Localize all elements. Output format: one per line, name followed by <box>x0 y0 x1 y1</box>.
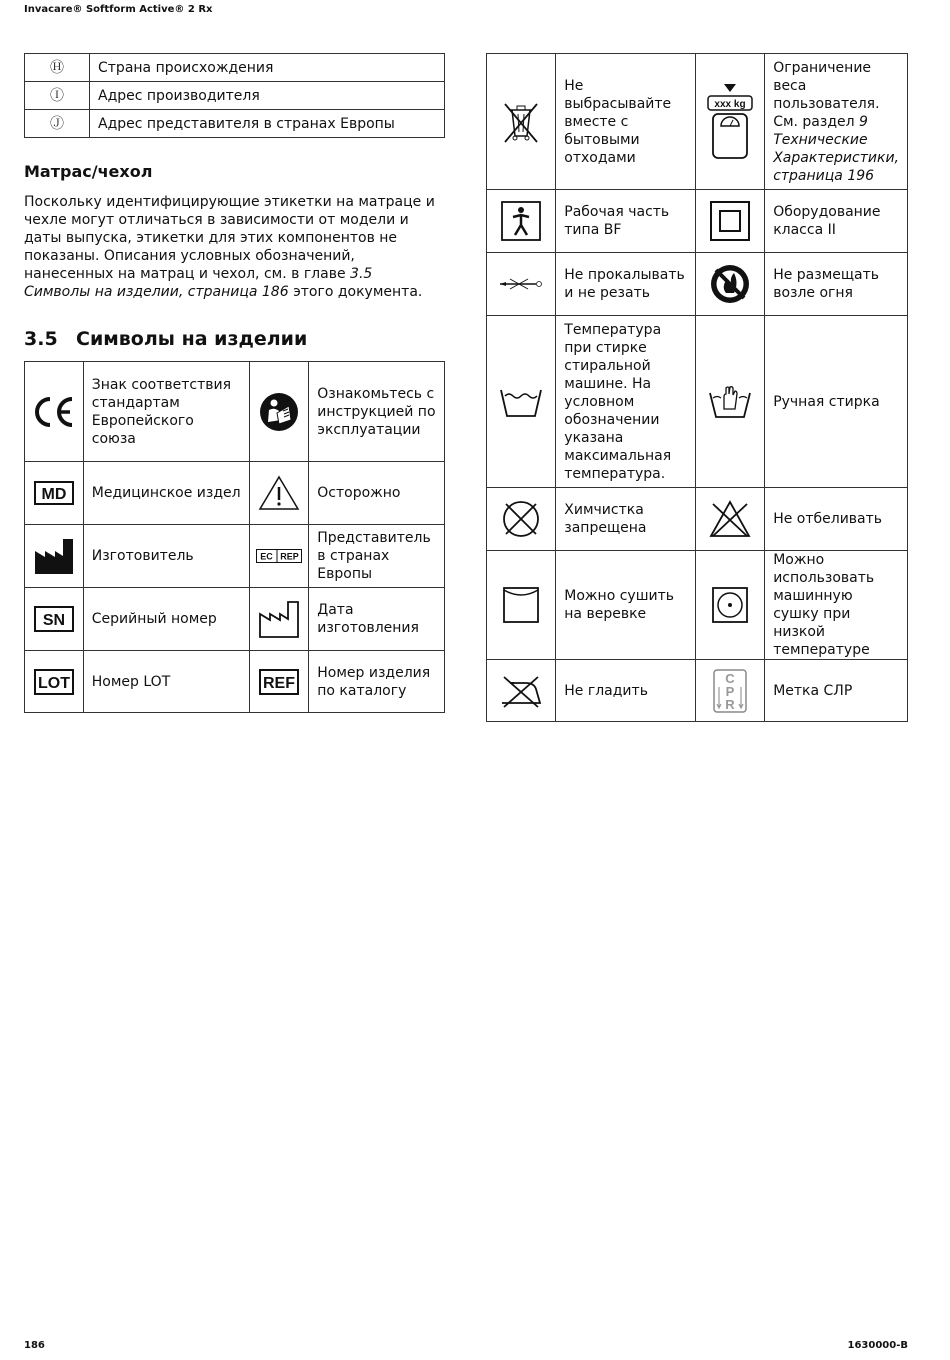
table-row <box>487 551 908 660</box>
ec-rep-icon <box>249 525 309 588</box>
symbol-description: Дата изготовления <box>309 588 445 651</box>
svg-text:LOT: LOT <box>37 674 70 692</box>
table-row <box>25 588 445 651</box>
symbol-description: Ознакомьтесь с инструкцией по эксплуатации <box>309 362 445 462</box>
legend-letter: Ⓗ <box>25 54 90 82</box>
table-row <box>25 110 445 138</box>
no-iron-icon <box>487 660 556 722</box>
symbol-description: Изготовитель <box>83 525 249 588</box>
read-manual-icon <box>249 362 309 462</box>
legend-table <box>24 53 445 138</box>
table-row <box>487 316 908 488</box>
cpr-icon <box>695 660 764 722</box>
weight-limit-icon <box>695 54 764 190</box>
symbol-description: Оборудование класса II <box>765 190 908 253</box>
svg-text:SN: SN <box>42 612 65 629</box>
svg-text:C: C <box>725 670 735 686</box>
hand-wash-icon <box>695 316 764 488</box>
symbol-description: Можно использовать машинную сушку при низкой температуре <box>765 551 908 660</box>
specifications-reference-link[interactable]: 9 Технические Характеристики, страница 196 <box>773 113 899 184</box>
no-pierce-icon <box>487 253 556 316</box>
svg-text:REP: REP <box>280 551 299 562</box>
symbol-description: Не размещать возле огня <box>765 253 908 316</box>
symbol-description: Представитель в странах Европы <box>309 525 445 588</box>
weee-bin-icon <box>487 54 556 190</box>
manufacture-date-icon <box>249 588 309 651</box>
table-row <box>487 660 908 722</box>
table-row <box>25 362 445 462</box>
legend-text: Страна происхождения <box>90 54 445 82</box>
table-row <box>487 488 908 551</box>
mattress-paragraph <box>24 193 440 301</box>
warning-icon <box>249 462 309 525</box>
svg-text:R: R <box>725 696 735 712</box>
mattress-heading: Матрас/чехол <box>24 162 153 181</box>
symbol-description: Не прокалывать и не резать <box>556 253 696 316</box>
symbol-description: Серийный номер <box>83 588 249 651</box>
svg-text:MD: MD <box>41 486 67 503</box>
symbols-table-left <box>24 361 445 713</box>
mattress-text: Поскольку идентифицирующие этикетки на матраце и чехле могут отличаться в зависимости от модели и даты выпуска, этикетки для этих компонентов не показаны. Описания условных обозначений, нанесенных на матрац и чехол, см. в главе <box>24 194 435 282</box>
manufacturer-icon <box>25 525 84 588</box>
symbol-description <box>765 54 908 190</box>
legend-letter: Ⓙ <box>25 110 90 138</box>
legend-letter: Ⓘ <box>25 82 90 110</box>
symbol-description: Не отбеливать <box>765 488 908 551</box>
ce-mark-icon <box>25 362 84 462</box>
lot-icon <box>25 651 84 713</box>
sn-icon <box>25 588 84 651</box>
legend-text: Адрес производителя <box>90 82 445 110</box>
mattress-text-end: этого документа. <box>288 284 423 300</box>
symbol-description: Химчистка запрещена <box>556 488 696 551</box>
legend-text: Адрес представителя в странах Европы <box>90 110 445 138</box>
no-fire-icon <box>695 253 764 316</box>
table-row <box>25 462 445 525</box>
svg-text:P: P <box>725 683 735 699</box>
tumble-dry-low-icon <box>695 551 764 660</box>
table-row <box>25 525 445 588</box>
svg-text:xxx kg: xxx kg <box>714 98 746 110</box>
symbol-description: Медицинское издел <box>83 462 249 525</box>
weight-limit-text: Ограничение веса пользователя. См. раздел <box>773 59 880 130</box>
section-reference-link[interactable]: 3.5 Символы на изделии, страница 186 <box>24 266 373 300</box>
table-row <box>487 253 908 316</box>
bf-applied-part-icon <box>487 190 556 253</box>
line-dry-icon <box>487 551 556 660</box>
table-row <box>487 190 908 253</box>
table-row <box>25 651 445 713</box>
table-row <box>25 82 445 110</box>
symbol-description: Метка СЛР <box>765 660 908 722</box>
symbol-description: Температура при стирке стиральной машине. На условном обозначении указана максимальная температура. <box>556 316 696 488</box>
section-heading <box>24 328 307 350</box>
symbol-description: Знак соответствия стандартам Европейского союза <box>83 362 249 462</box>
ref-icon <box>249 651 309 713</box>
no-bleach-icon <box>695 488 764 551</box>
document-header: Invacare® Softform Active® 2 Rx <box>24 4 213 15</box>
symbol-description: Можно сушить на веревке <box>556 551 696 660</box>
document-code: 1630000-B <box>847 1340 908 1351</box>
svg-text:EC: EC <box>260 551 273 562</box>
symbol-description: Не гладить <box>556 660 696 722</box>
section-title: Символы на изделии <box>76 328 308 350</box>
wash-tub-icon <box>487 316 556 488</box>
section-number: 3.5 <box>24 328 58 350</box>
symbol-description: Не выбрасывайте вместе с бытовыми отходами <box>556 54 696 190</box>
symbol-description: Ручная стирка <box>765 316 908 488</box>
symbol-description: Номер LOT <box>83 651 249 713</box>
md-icon <box>25 462 84 525</box>
symbol-description: Рабочая часть типа BF <box>556 190 696 253</box>
svg-text:REF: REF <box>262 674 295 692</box>
table-row <box>487 54 908 190</box>
no-dry-clean-icon <box>487 488 556 551</box>
table-row <box>25 54 445 82</box>
symbol-description: Осторожно <box>309 462 445 525</box>
symbols-table-right <box>486 53 908 722</box>
class-ii-icon <box>695 190 764 253</box>
page-number: 186 <box>24 1340 45 1351</box>
symbol-description: Номер изделия по каталогу <box>309 651 445 713</box>
